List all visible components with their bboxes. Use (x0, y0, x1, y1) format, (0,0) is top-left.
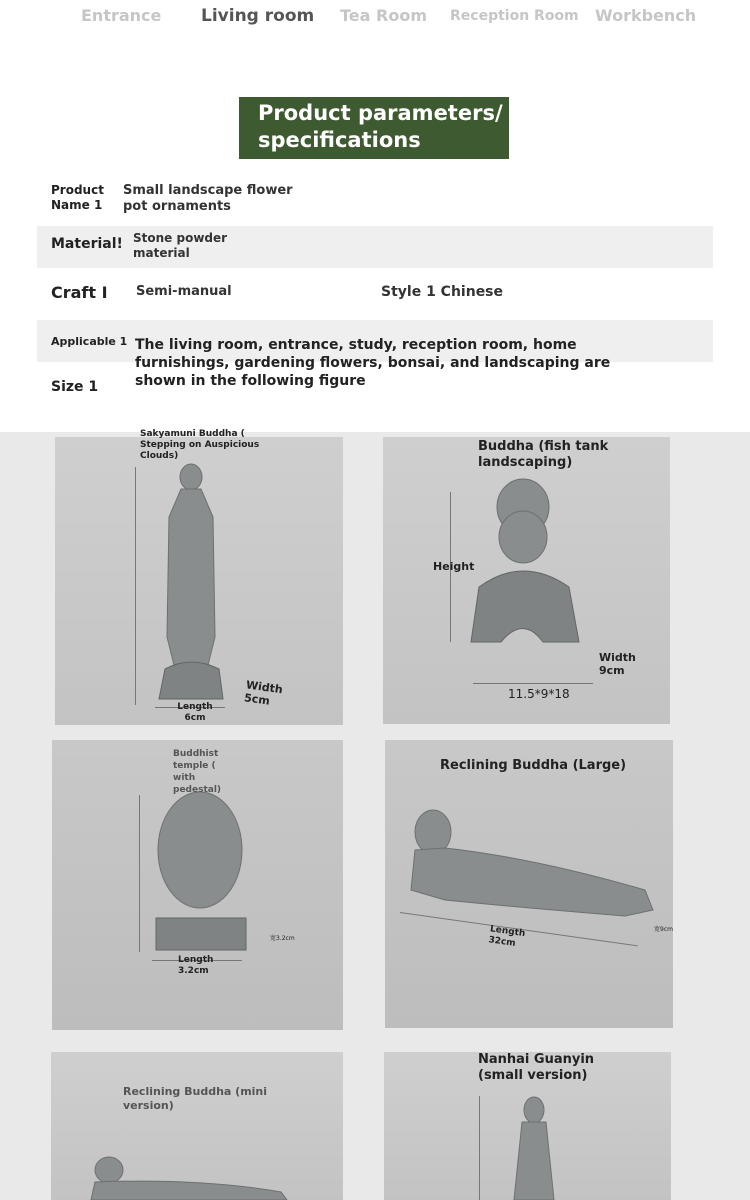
spec-title: Product parameters/ specifications (239, 97, 509, 159)
caption-reclining-buddha-mini: Reclining Buddha (mini version) (123, 1085, 268, 1112)
material-label: Material! (51, 236, 123, 252)
caption-reclining-buddha-large: Reclining Buddha (Large) (440, 758, 627, 773)
caption-sakyamuni: Sakyamuni Buddha ( Stepping on Auspicious Clouds) (140, 429, 260, 461)
caption-nanhai-guanyin: Nanhai Guanyin (small version) (478, 1052, 595, 1083)
caption-buddhist-temple: Buddhist temple ( with pedestal) (173, 749, 222, 795)
tab-entrance[interactable]: Entrance (81, 6, 162, 25)
length-line (473, 683, 593, 684)
reclining-buddha-figure (385, 740, 673, 1028)
room-tabs (0, 0, 750, 36)
spec-section (0, 0, 750, 432)
craft-label: Craft I (51, 283, 108, 302)
product-photo-reclining-buddha-large[interactable] (385, 740, 673, 1028)
height-line (479, 1096, 480, 1200)
applicable-value: The living room, entrance, study, reception room, home furnishings, gardening flowers, bonsai, and landscaping are shown in the following figure (135, 337, 611, 389)
fish-tank-width: Width 9cm (599, 651, 636, 677)
product-photo-sakyamuni[interactable] (55, 437, 343, 725)
standing-buddha-figure (55, 437, 343, 725)
fish-tank-dims: 11.5*9*18 (508, 687, 570, 701)
sakyamuni-length: Length 6cm (177, 702, 213, 723)
product-photo-reclining-buddha-mini[interactable] (51, 1052, 343, 1200)
reclining-large-length: Length 32cm (487, 924, 526, 949)
product-name-label: Product Name 1 (51, 183, 104, 212)
applicable-label: Applicable 1 (51, 335, 128, 348)
tab-reception-room[interactable]: Reception Room (450, 8, 579, 24)
product-name-value: Small landscape flower pot ornaments (123, 183, 293, 214)
tab-tea-room[interactable]: Tea Room (340, 6, 427, 25)
height-line (139, 795, 140, 952)
temple-width: 宽3.2cm (270, 935, 295, 942)
reclining-large-width: 宽9cm (654, 926, 673, 933)
caption-fish-tank-buddha: Buddha (fish tank landscaping) (478, 439, 609, 470)
fish-tank-height: Height (433, 560, 475, 573)
craft-value: Semi-manual (136, 284, 232, 299)
material-value: Stone powder material (133, 231, 228, 260)
tab-workbench[interactable]: Workbench (595, 6, 697, 25)
mini-reclining-buddha-figure (51, 1052, 343, 1200)
style-value: Style 1 Chinese (381, 284, 504, 300)
buddha-bust-figure (383, 437, 670, 724)
tab-living-room[interactable]: Living room (201, 6, 315, 26)
size-label: Size 1 (51, 379, 99, 395)
temple-length: Length 3.2cm (178, 955, 214, 976)
product-photo-fish-tank-buddha[interactable] (383, 437, 670, 724)
height-line (135, 467, 136, 705)
sakyamuni-width: Width 5cm (243, 678, 284, 708)
